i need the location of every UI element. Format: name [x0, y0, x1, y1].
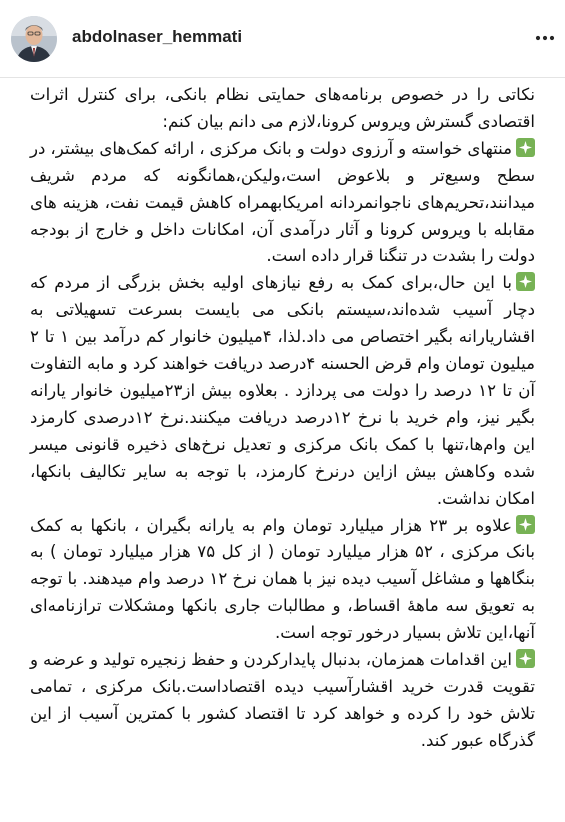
- post-header: [0, 0, 565, 78]
- check-mark-icon: [516, 138, 535, 157]
- paragraph-text: نکاتی را در خصوص برنامه‌های حمایتی نظام بانکی، برای کنترل اثرات اقتصادی گسترش ویروس کرونا،لازم می دانم بیان کنم:: [30, 85, 535, 131]
- check-mark-icon: [516, 515, 535, 534]
- more-options-button[interactable]: [531, 24, 559, 52]
- paragraph-text: این اقدامات همزمان، بدنبال پایدارکردن و حفظ زنجیره تولید و عرضه و تقویت قدرت خرید اقشارآسیب دیده اقتصاداست.بانک مرکزی ، تمامی تلاش خود را کرده و خواهد کرد تا اقتصاد کشور با کمترین آسیب از این گذرگاه عبور کند.: [30, 650, 535, 750]
- paragraph-text: علاوه بر ۲۳ هزار میلیارد تومان وام به یارانه بگیران ، بانکها به کمک بانک مرکزی ، ۵۲ هزار میلیارد تومان ( از کل ۷۵ هزار میلیارد تومان ) به بنگاهها و مشاغل آسیب دیده نیز با همان نرخ ۱۲ درصد وام میدهند. با توجه به تعویق سه ماههٔ اقساط، و مطالبات جاری بانکها ومشکلات ترازنامه‌ای آنها،این تلاش بسیار درخور توجه است.: [30, 515, 535, 643]
- post-text: [30, 82, 535, 755]
- username[interactable]: abdolnaser_hemmati: [72, 27, 243, 46]
- paragraph-text: با این حال،برای کمک به رفع نیازهای اولیه بخش بزرگی از مردم که دچار آسیب شده‌اند،سیستم بانکی می بایست بسرعت تسهیلاتی به اقشاریارانه بگیر اختصاص می داد.لذا، ۴میلیون خانوار کم درآمد بین ۱ تا ۲ میلیون تومان وام قرض الحسنه ۴درصد دریافت خواهند کرد و مابه التفاوت آن تا ۱۲ درصد را دولت می پردازد . بعلاوه بیش از۲۳میلیون خانوار یارانه بگیر نیز، وام خرید با نرخ ۱۲درصد دریافت میکنند.نرخ ۱۲درصدی کارمزد این وام‌ها،تنها با کمک بانک مرکزی و تعدیل نرخ‌های ذخیره قانونی میسر شده وکاهش بیش ازاین درنرخ کارمزد، با توجه به سایر تکالیف بانکها، امکان نداشت.: [30, 273, 536, 508]
- paragraph-intro: [30, 82, 535, 136]
- paragraph-bullet: [30, 270, 535, 512]
- paragraph-text: منتهای خواسته و آرزوی دولت و بانک مرکزی ، ارائه کمک‌های بیشتر، در سطح وسیع‌تر و بلاعوض است،ولیکن،همانگونه که مردم شریف میدانند،تحریم‌های ناجوانمردانه امریکابهمراه کاهش قیمت نفت، هزینه های مقابله با ویروس کرونا و آثار درآمدی آن، امکانات داخل و خارج از بودجه دولت را بشدت در تنگنا قرار داده است.: [30, 138, 535, 266]
- more-dots-icon: [535, 35, 555, 41]
- profile-photo-icon: [11, 16, 57, 62]
- check-mark-icon: [516, 649, 535, 668]
- paragraph-bullet: [30, 647, 535, 755]
- paragraph-bullet: [30, 136, 535, 271]
- paragraph-bullet: [30, 513, 535, 648]
- check-mark-icon: [516, 272, 535, 291]
- avatar[interactable]: [11, 16, 57, 62]
